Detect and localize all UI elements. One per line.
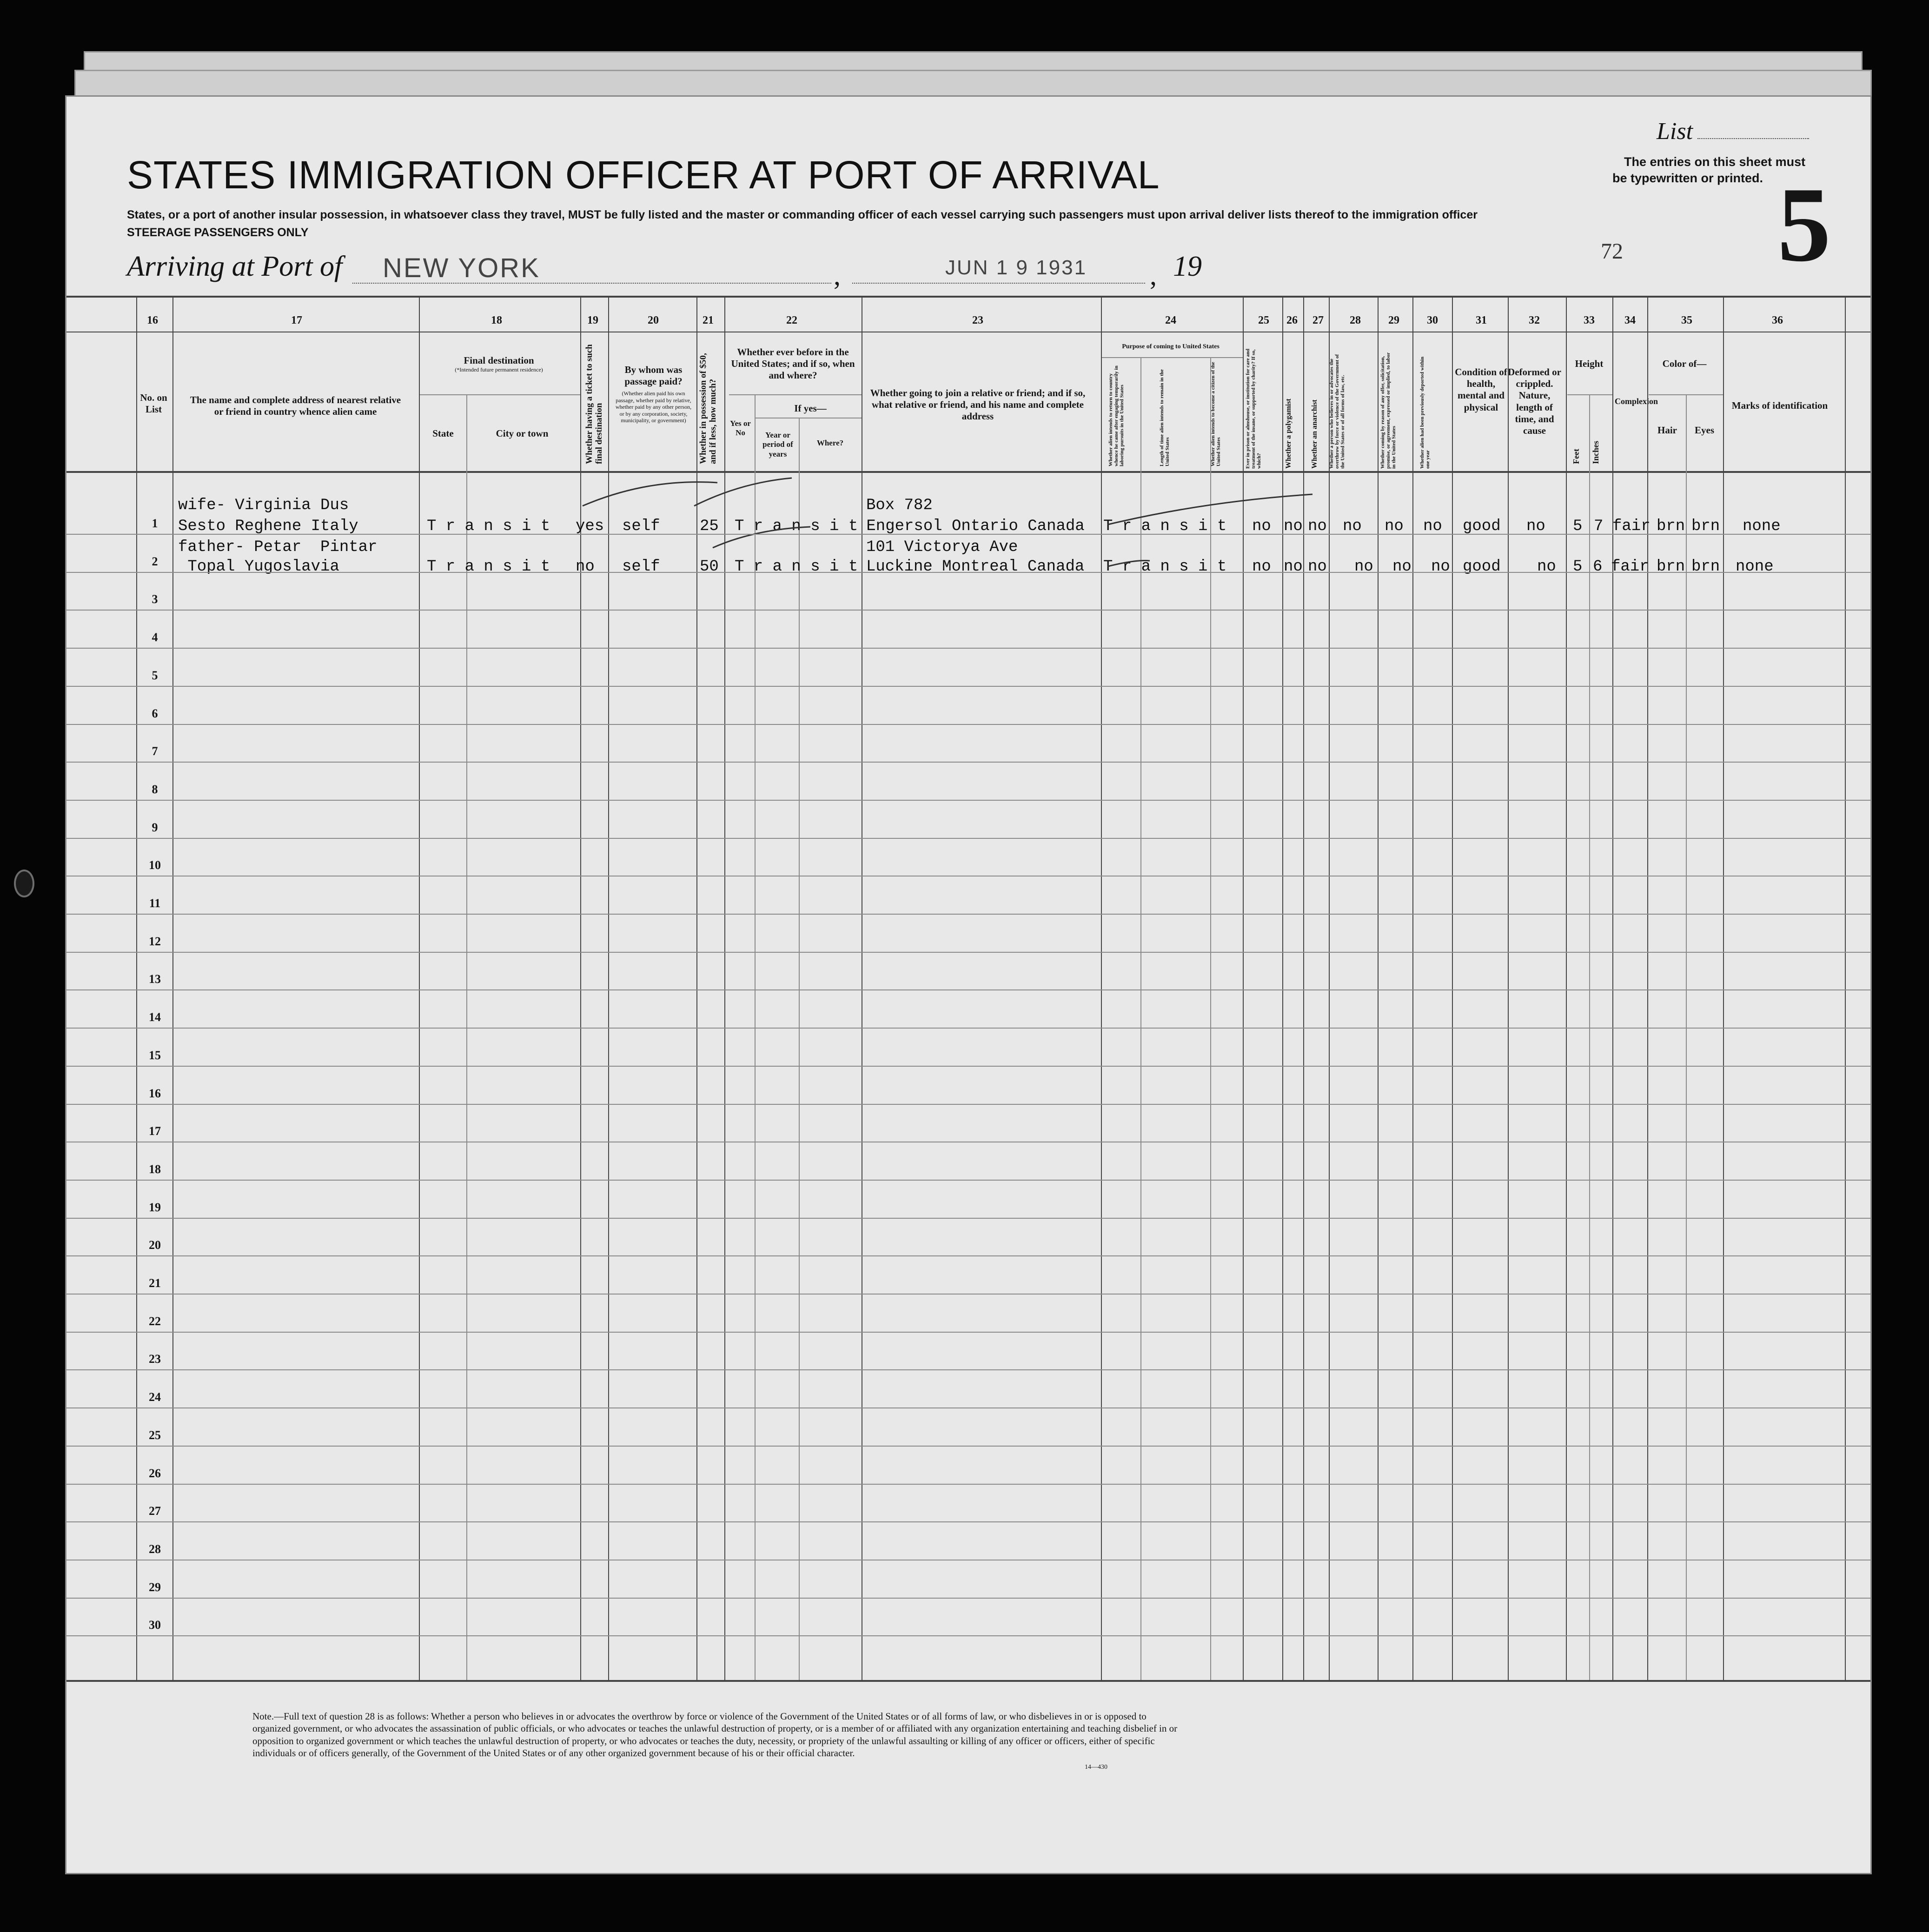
- comma: ,: [834, 260, 841, 291]
- row-rule: [66, 1446, 1870, 1447]
- row-number: 23: [149, 1352, 161, 1366]
- header-where: Where?: [816, 438, 844, 447]
- row-rule: [66, 534, 1870, 535]
- header-inches: Inches: [1591, 440, 1600, 464]
- row-rule: [66, 762, 1870, 763]
- port-name: NEW YORK: [383, 253, 540, 283]
- row1-c25: no: [1252, 518, 1271, 535]
- header-marks: Marks of identification: [1731, 400, 1828, 411]
- row2-relative-line2: Topal Yugoslavia: [178, 558, 339, 576]
- row2-hair: brn: [1657, 558, 1685, 576]
- row-number: 22: [149, 1314, 161, 1328]
- row-rule: [66, 648, 1870, 649]
- row1-destination: T r a n s i t: [427, 518, 550, 535]
- header-offer-labor: Whether coming by reason of any offer, solicitation, promise, or agreement, expressed or implied, to labor in the United States: [1380, 352, 1397, 469]
- colnum-25: 25: [1258, 314, 1269, 326]
- colnum-31: 31: [1476, 314, 1487, 326]
- binder-hole: [14, 870, 34, 897]
- footer-note: Note.—Full text of question 28 is as follows: Whether a person who believes in or advocates the overthrow by force or violence of the Government of the United States or of all forms of law, or who disbelieves in or is opposed to organized government, or who advocates the assassination of public officials, or who advocates or teaches the unlawful destruction of property, or is a member of or affiliated with any organization entertaining and teaching disbelief in or opposition to organized government or which teaches the unlawful destruction of property, or who advocates or teaches the duty, necessity, or propriety of the unlawful assaulting or killing of any officer or officers, either of specific individuals or of officers generally, of the Government of the United States or of any other organized government because of his or their official character.: [252, 1711, 1178, 1759]
- row2-ticket: no: [576, 558, 595, 576]
- row1-purpose: T r a n s i t: [1103, 518, 1227, 535]
- row-rule: [66, 1255, 1870, 1256]
- row-rule: [66, 610, 1870, 611]
- arriving-label: Arriving at Port of: [127, 251, 343, 282]
- row-number: 2: [152, 554, 158, 568]
- header-polygamist: Whether a polygamist: [1285, 398, 1293, 469]
- row-rule: [66, 800, 1870, 801]
- colnum-28: 28: [1350, 314, 1361, 326]
- header-complexion: Complexion: [1615, 397, 1658, 406]
- row-rule: [66, 989, 1870, 990]
- row2-complexion: fair: [1611, 558, 1649, 576]
- header-height: Height: [1575, 358, 1604, 369]
- row-number: 17: [149, 1124, 161, 1138]
- row-rule: [66, 1218, 1870, 1219]
- row-rule: [66, 1369, 1870, 1370]
- header-eyes: Eyes: [1695, 425, 1714, 436]
- row2-relative-line1: father- Petar Pintar: [178, 538, 378, 556]
- row-number: 5: [152, 668, 158, 682]
- handwritten-code: 72: [1601, 239, 1623, 264]
- header-ever-before: Whether ever before in the United States; and if so, when and where?: [731, 346, 855, 381]
- colnum-26: 26: [1286, 314, 1298, 326]
- row-number: 8: [152, 782, 158, 796]
- row-number: 13: [149, 972, 161, 986]
- row1-c30: no: [1423, 518, 1442, 535]
- row1-feet: 5: [1573, 518, 1583, 535]
- colnum-19: 19: [587, 314, 598, 326]
- row-number: 26: [149, 1466, 161, 1480]
- row1-c26: no: [1284, 518, 1303, 535]
- header-intends-return: Whether alien intends to return to country whence he came after engaging temporarily in laboring pursuits in the United States: [1108, 365, 1125, 466]
- colnum-20: 20: [648, 314, 659, 326]
- row1-paid-by: self: [622, 518, 660, 535]
- row-number: 10: [149, 858, 161, 872]
- row1-joining-line2: Engersol Ontario Canada: [857, 518, 1085, 535]
- header-overthrow: Whether a person who believes in or advocates the overthrow by force or violence of the Government of the United States or of all forms of law, etc.: [1329, 354, 1346, 469]
- header-yes-no: Yes or No: [730, 419, 751, 438]
- row1-money: 25: [700, 518, 719, 535]
- row-number: 1: [152, 517, 158, 530]
- row-number: 6: [152, 706, 158, 720]
- row-rule: [66, 724, 1870, 725]
- row-rule: [66, 1066, 1870, 1067]
- year-prefix: 19: [1173, 251, 1202, 282]
- row2-health: good: [1463, 558, 1501, 576]
- row2-purpose: T r a n s i t: [1103, 558, 1227, 576]
- row-rule: [66, 914, 1870, 915]
- handwritten-strokes: [66, 97, 1870, 608]
- header-city: City or town: [496, 428, 549, 439]
- header-health: Condition of health, mental and physical: [1455, 366, 1507, 413]
- row1-hair: brn: [1657, 518, 1685, 535]
- row-rule: [66, 1028, 1870, 1029]
- header-purpose: Purpose of coming to United States: [1122, 343, 1220, 350]
- row-rule: [66, 838, 1870, 839]
- row-rule: [66, 1484, 1870, 1485]
- header-year: Year or period of years: [762, 431, 793, 458]
- row-number: 15: [149, 1048, 161, 1062]
- row2-destination: T r a n s i t: [427, 558, 550, 576]
- row-number: 20: [149, 1238, 161, 1252]
- colnum-18: 18: [491, 314, 502, 326]
- row-number: 11: [149, 896, 161, 910]
- colnum-24: 24: [1165, 314, 1176, 326]
- row2-joining-line2: Luckine Montreal Canada: [866, 558, 1085, 576]
- header-become-citizen: Whether alien intends to become a citizen of the United States: [1210, 362, 1222, 466]
- header-money: Whether in possession of $50, and if less, how much?: [698, 353, 718, 464]
- row-rule: [66, 1180, 1870, 1181]
- colnum-22: 22: [786, 314, 797, 326]
- row2-c27: no: [1308, 558, 1327, 576]
- row2-c28: no: [1354, 558, 1373, 576]
- row2-money: 50: [700, 558, 719, 576]
- header-length-of-time: Length of time alien intends to remain in the United States: [1159, 369, 1171, 466]
- row-rule: [66, 1332, 1870, 1333]
- row1-eyes: brn: [1691, 518, 1720, 535]
- date-stamp: JUN 1 9 1931: [945, 256, 1087, 279]
- row-number: 12: [149, 934, 161, 948]
- colnum-34: 34: [1624, 314, 1636, 326]
- row-number: 7: [152, 744, 158, 758]
- header-passage-paid: By whom was passage paid? (Whether alien paid his own passage, whether paid by relative, whether paid by any other person, or by any corporation, society, municipality, or government): [615, 364, 692, 424]
- row-number: 27: [149, 1504, 161, 1518]
- row1-joining-line1: Box 782: [866, 497, 933, 514]
- row1-relative-line2: Sesto Reghene Italy: [178, 518, 358, 535]
- manifest-sheet: [65, 95, 1872, 1874]
- comma-2: ,: [1150, 260, 1157, 291]
- page-title: STATES IMMIGRATION OFFICER AT PORT OF ARRIVAL: [127, 153, 1160, 197]
- row-number: 25: [149, 1428, 161, 1442]
- row-number: 28: [149, 1542, 161, 1556]
- row-number: 21: [149, 1276, 161, 1290]
- header-joining: Whether going to join a relative or friend; and if so, what relative or friend, and his name and complete address: [870, 387, 1086, 422]
- row2-marks: none: [1736, 558, 1774, 576]
- colnum-16: 16: [147, 314, 158, 326]
- row1-ticket: yes: [576, 518, 604, 535]
- row2-joining-line1: 101 Victorya Ave: [866, 538, 1018, 556]
- row-number: 29: [149, 1580, 161, 1594]
- notice-line-1: States, or a port of another insular possession, in whatsoever class they travel, MUST be fully listed and the master or commanding officer of each vessel carrying such passengers must upon arrival deliver lists thereof to the immigration officer: [127, 208, 1478, 221]
- row-number: 19: [149, 1200, 161, 1214]
- header-feet: Feet: [1571, 449, 1581, 464]
- row-rule: [66, 572, 1870, 573]
- row2-inches: 6: [1593, 558, 1603, 576]
- row-number: 4: [152, 631, 158, 644]
- row-rule: [66, 1635, 1870, 1636]
- row-rule: [66, 952, 1870, 953]
- row1-ever-before: T r a n s i t: [735, 518, 858, 535]
- header-color-of: Color of—: [1662, 358, 1707, 369]
- header-deported: Whether alien had been previously deported within one year: [1419, 356, 1431, 469]
- row-number: 14: [149, 1010, 161, 1024]
- row-rule: [66, 1294, 1870, 1295]
- header-no-on-list: No. on List: [140, 392, 167, 415]
- colnum-21: 21: [703, 314, 714, 326]
- row-number: 16: [149, 1086, 161, 1100]
- row-number: 30: [149, 1618, 161, 1632]
- typewriter-note-2: be typewritten or printed.: [1612, 171, 1763, 185]
- row-number: 9: [152, 820, 158, 834]
- header-if-yes: If yes—: [794, 403, 827, 414]
- row2-c26: no: [1284, 558, 1303, 576]
- colnum-23: 23: [972, 314, 983, 326]
- row-rule: [66, 1521, 1870, 1522]
- row2-deformed: no: [1537, 558, 1556, 576]
- row2-paid-by: self: [622, 558, 660, 576]
- row1-inches: 7: [1594, 518, 1604, 535]
- row-number: 24: [149, 1390, 161, 1404]
- header-anarchist: Whether an anarchist: [1311, 399, 1319, 469]
- colnum-35: 35: [1681, 314, 1692, 326]
- colnum-30: 30: [1427, 314, 1438, 326]
- row2-feet: 5: [1573, 558, 1583, 576]
- row-rule: [66, 1598, 1870, 1599]
- header-ticket: Whether having a ticket to such final destination: [584, 344, 604, 464]
- row1-health: good: [1463, 518, 1501, 535]
- colnum-27: 27: [1313, 314, 1324, 326]
- row1-deformed: no: [1526, 518, 1545, 535]
- colnum-17: 17: [291, 314, 302, 326]
- row1-c27: no: [1308, 518, 1327, 535]
- header-hair: Hair: [1657, 425, 1677, 436]
- colnum-29: 29: [1388, 314, 1399, 326]
- header-final-destination: Final destination (*Intended future permanent residence): [455, 355, 543, 373]
- row1-relative-line1: wife- Virginia Dus: [178, 497, 349, 514]
- notice-line-2: STEERAGE PASSENGERS ONLY: [127, 226, 309, 239]
- row1-marks: none: [1743, 518, 1781, 535]
- sheet-number: 5: [1777, 165, 1831, 284]
- row-number: 3: [152, 592, 158, 606]
- row1-complexion: fair: [1612, 518, 1651, 535]
- colnum-32: 32: [1529, 314, 1540, 326]
- list-label: List: [1657, 118, 1809, 145]
- row1-c28: no: [1343, 518, 1362, 535]
- header-prison: Ever in prison or almshouse, or institution for care and treatment of the insane, or supported by charity? If so, which?: [1245, 348, 1262, 469]
- row2-ever-before: T r a n s i t: [735, 558, 858, 576]
- header-state: State: [432, 428, 454, 439]
- row1-c29: no: [1385, 518, 1404, 535]
- header-nearest-relative: The name and complete address of nearest relative or friend in country whence alien came: [190, 394, 401, 418]
- colnum-33: 33: [1584, 314, 1595, 326]
- row2-c25: no: [1252, 558, 1271, 576]
- row2-eyes: brn: [1691, 558, 1720, 576]
- row-number: 18: [149, 1162, 161, 1176]
- row-rule: [66, 1104, 1870, 1105]
- colnum-36: 36: [1772, 314, 1783, 326]
- typewriter-note-1: The entries on this sheet must: [1624, 155, 1806, 169]
- row-rule: [66, 686, 1870, 687]
- row2-c29: no: [1392, 558, 1412, 576]
- header-deformed: Deformed or crippled. Nature, length of time, and cause: [1508, 366, 1561, 436]
- table-bottom-line: [66, 1680, 1870, 1682]
- form-code: 14—430: [1085, 1764, 1107, 1771]
- row2-c30: no: [1431, 558, 1450, 576]
